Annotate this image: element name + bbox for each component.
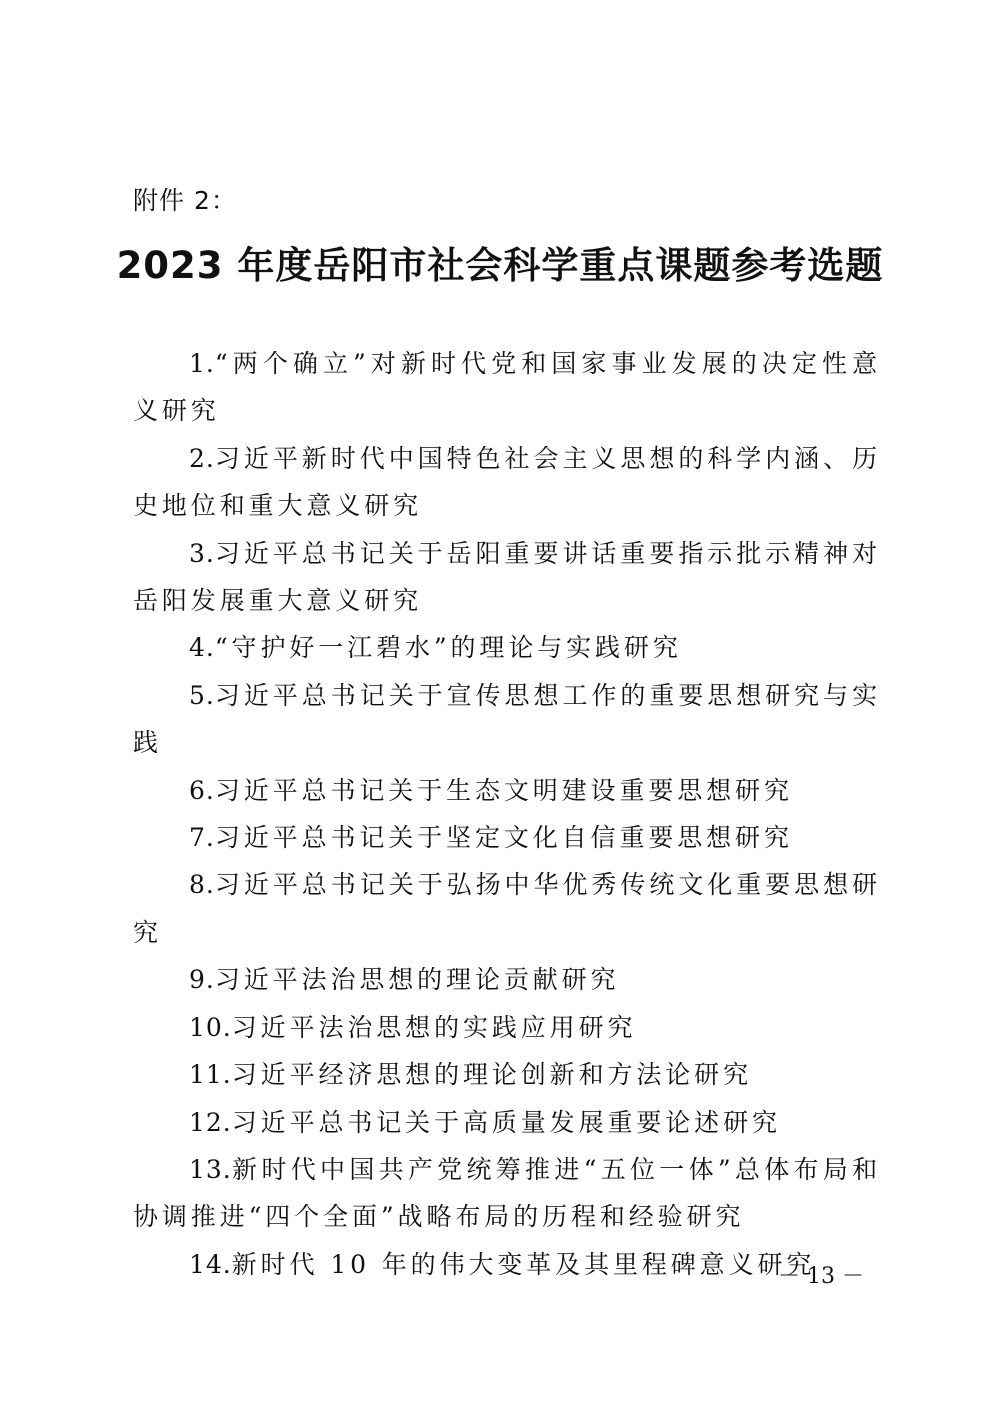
topic-number: 14.: [189, 1249, 232, 1279]
topic-item: [133, 861, 881, 956]
topic-item: [133, 1146, 881, 1241]
topic-number: 5.: [189, 680, 215, 710]
topic-number: 12.: [189, 1107, 232, 1137]
topic-list: [133, 340, 881, 1288]
topic-item: [133, 530, 881, 625]
topic-item: [133, 956, 881, 1003]
topic-item: [133, 1051, 881, 1098]
topic-text: 习近平总书记关于生态文明建设重要思想研究: [214, 775, 793, 805]
topic-text: 习近平经济思想的理论创新和方法论研究: [231, 1060, 752, 1090]
topic-text: 习近平总书记关于岳阳重要讲话重要指示批示精神对岳阳发展重大意义研究: [133, 538, 881, 616]
topic-number: 8.: [189, 870, 215, 900]
topic-item: [133, 1241, 881, 1288]
topic-text: “守护好一江碧水”的理论与实践研究: [214, 633, 682, 663]
topic-text: “两个确立”对新时代党和国家事业发展的决定性意义研究: [133, 349, 881, 426]
attachment-label: 附件 2：: [133, 186, 237, 215]
topic-number: 1.: [189, 349, 215, 378]
topic-number: 10.: [189, 1012, 232, 1042]
topic-number: 13.: [189, 1154, 232, 1184]
topic-item: [133, 340, 881, 435]
topic-text: 习近平总书记关于弘扬中华优秀传统文化重要思想研究: [133, 870, 881, 947]
topic-item: [133, 624, 881, 671]
topic-item: [133, 814, 881, 861]
topic-text: 习近平总书记关于高质量发展重要论述研究: [231, 1107, 781, 1137]
topic-item: [133, 1004, 881, 1051]
topic-item: [133, 672, 881, 767]
topic-number: 3.: [189, 538, 215, 568]
topic-number: 11.: [189, 1060, 232, 1090]
topic-text: 新时代中国共产党统筹推进“五位一体”总体布局和协调推进“四个全面”战略布局的历程和经验研究: [133, 1154, 881, 1232]
topic-number: 9.: [189, 965, 215, 995]
topic-text: 习近平法治思想的实践应用研究: [231, 1012, 637, 1042]
topic-item: [133, 1099, 881, 1146]
topic-item: [133, 435, 881, 530]
topic-text: 新时代 10 年的伟大变革及其里程碑意义研究: [231, 1249, 816, 1279]
topic-item: [133, 767, 881, 814]
topic-number: 4.: [189, 633, 215, 663]
topic-text: 习近平总书记关于宣传思想工作的重要思想研究与实践: [133, 680, 881, 758]
topic-number: 7.: [189, 823, 215, 853]
topic-number: 6.: [189, 775, 215, 805]
topic-text: 习近平总书记关于坚定文化自信重要思想研究: [214, 823, 793, 853]
topic-text: 习近平法治思想的理论贡献研究: [214, 965, 620, 995]
topic-number: 2.: [189, 443, 215, 473]
topic-text: 习近平新时代中国特色社会主义思想的科学内涵、历史地位和重大意义研究: [133, 443, 881, 521]
page-number-text: － 13 －: [778, 1264, 864, 1289]
document-title: 2023 年度岳阳市社会科学重点课题参考选题: [116, 244, 884, 287]
